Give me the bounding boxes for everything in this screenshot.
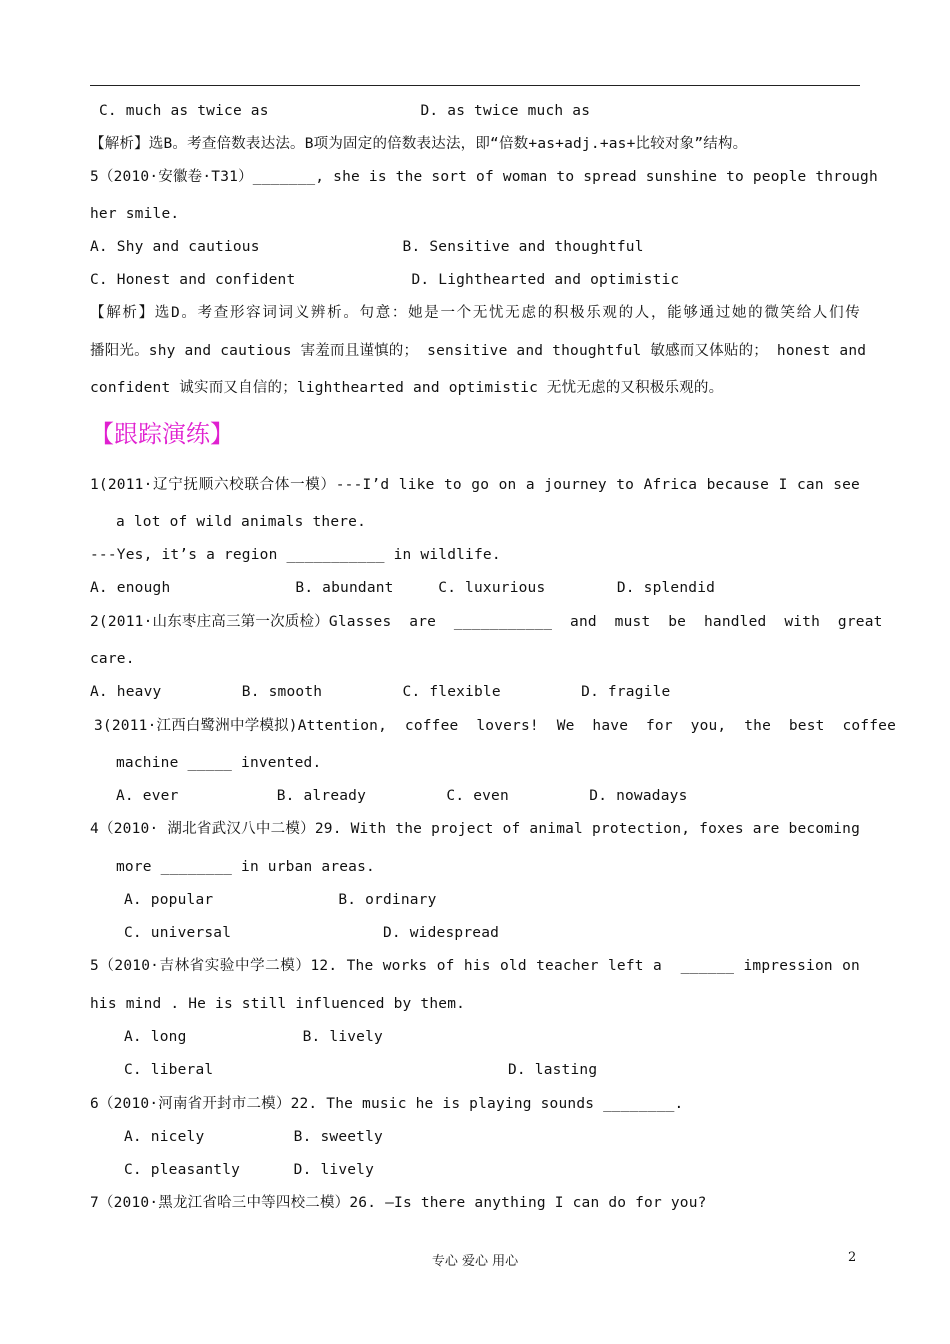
question-text: 3(2011·江西白鹭洲中学模拟)Attention, coffee lovers! We have for you, the best coffee bbox=[94, 718, 897, 734]
page-footer: 专心 爱心 用心 bbox=[431, 1254, 519, 1269]
option-line: A. long B. lively bbox=[124, 1029, 383, 1045]
question-text: machine _____ invented. bbox=[116, 755, 322, 771]
analysis-text: 【解析】选B。考查倍数表达法。B项为固定的倍数表达法，即“倍数+as+adj.+as+比较对象”结构。 bbox=[90, 136, 748, 152]
question-text: 2(2011·山东枣庄高三第一次质检）Glasses are ___________ and must be handled with great bbox=[90, 614, 883, 630]
question-text: 4（2010· 湖北省武汉八中二模）29. With the project of animal protection, foxes are becoming bbox=[90, 821, 860, 837]
question-text: 1(2011·辽宁抚顺六校联合体一模）---I’d like to go on a journey to Africa because I can see bbox=[90, 477, 860, 493]
option-line: A. ever B. already C. even D. nowadays bbox=[116, 788, 688, 804]
page-number: 2 bbox=[848, 1250, 857, 1265]
question-text: 5（2010·吉林省实验中学二模）12. The works of his old teacher left a ______ impression on bbox=[90, 958, 860, 974]
question-text: 7（2010·黑龙江省哈三中等四校二模）26. —Is there anything I can do for you? bbox=[90, 1195, 707, 1211]
section-heading: 【跟踪演练】 bbox=[90, 420, 234, 448]
option-line: A. heavy B. smooth C. flexible D. fragile bbox=[90, 684, 671, 700]
option-line: C. universal D. widespread bbox=[124, 925, 500, 941]
option-line: C. Honest and confident D. Lighthearted and optimistic bbox=[90, 272, 680, 288]
option-line: A. nicely B. sweetly bbox=[124, 1129, 383, 1145]
question-text: his mind . He is still influenced by them. bbox=[90, 996, 466, 1012]
question-text: 6（2010·河南省开封市二模）22. The music he is playing sounds ________. bbox=[90, 1096, 684, 1112]
question-text: her smile. bbox=[90, 206, 180, 222]
question-text: ---Yes, it’s a region ___________ in wildlife. bbox=[90, 547, 501, 563]
option-line: A. Shy and cautious B. Sensitive and thoughtful bbox=[90, 239, 644, 255]
option-line: C. pleasantly D. lively bbox=[124, 1162, 375, 1178]
option-line: A. enough B. abundant C. luxurious D. splendid bbox=[90, 580, 716, 596]
option-line: A. popular B. ordinary bbox=[124, 892, 437, 908]
analysis-text: 【解析】选D。考查形容词词义辨析。句意：她是一个无忧无虑的积极乐观的人，能够通过她的微笑给人们传 bbox=[90, 305, 860, 321]
question-text: 5（2010·安徽卷·T31）_______, she is the sort of woman to spread sunshine to people through bbox=[90, 169, 878, 185]
header-rule bbox=[90, 85, 860, 86]
question-text: a lot of wild animals there. bbox=[116, 514, 367, 530]
option-line: C. much as twice as D. as twice much as bbox=[99, 103, 591, 119]
question-text: care. bbox=[90, 651, 135, 667]
question-text: more ________ in urban areas. bbox=[116, 859, 375, 875]
option-line: C. liberal D. lasting bbox=[124, 1062, 598, 1078]
analysis-text: 播阳光。shy and cautious 害羞而且谨慎的； sensitive and thoughtful 敏感而又体贴的； honest and bbox=[90, 343, 867, 359]
analysis-text: confident 诚实而又自信的；lighthearted and optimistic 无忧无虑的又积极乐观的。 bbox=[90, 380, 724, 396]
